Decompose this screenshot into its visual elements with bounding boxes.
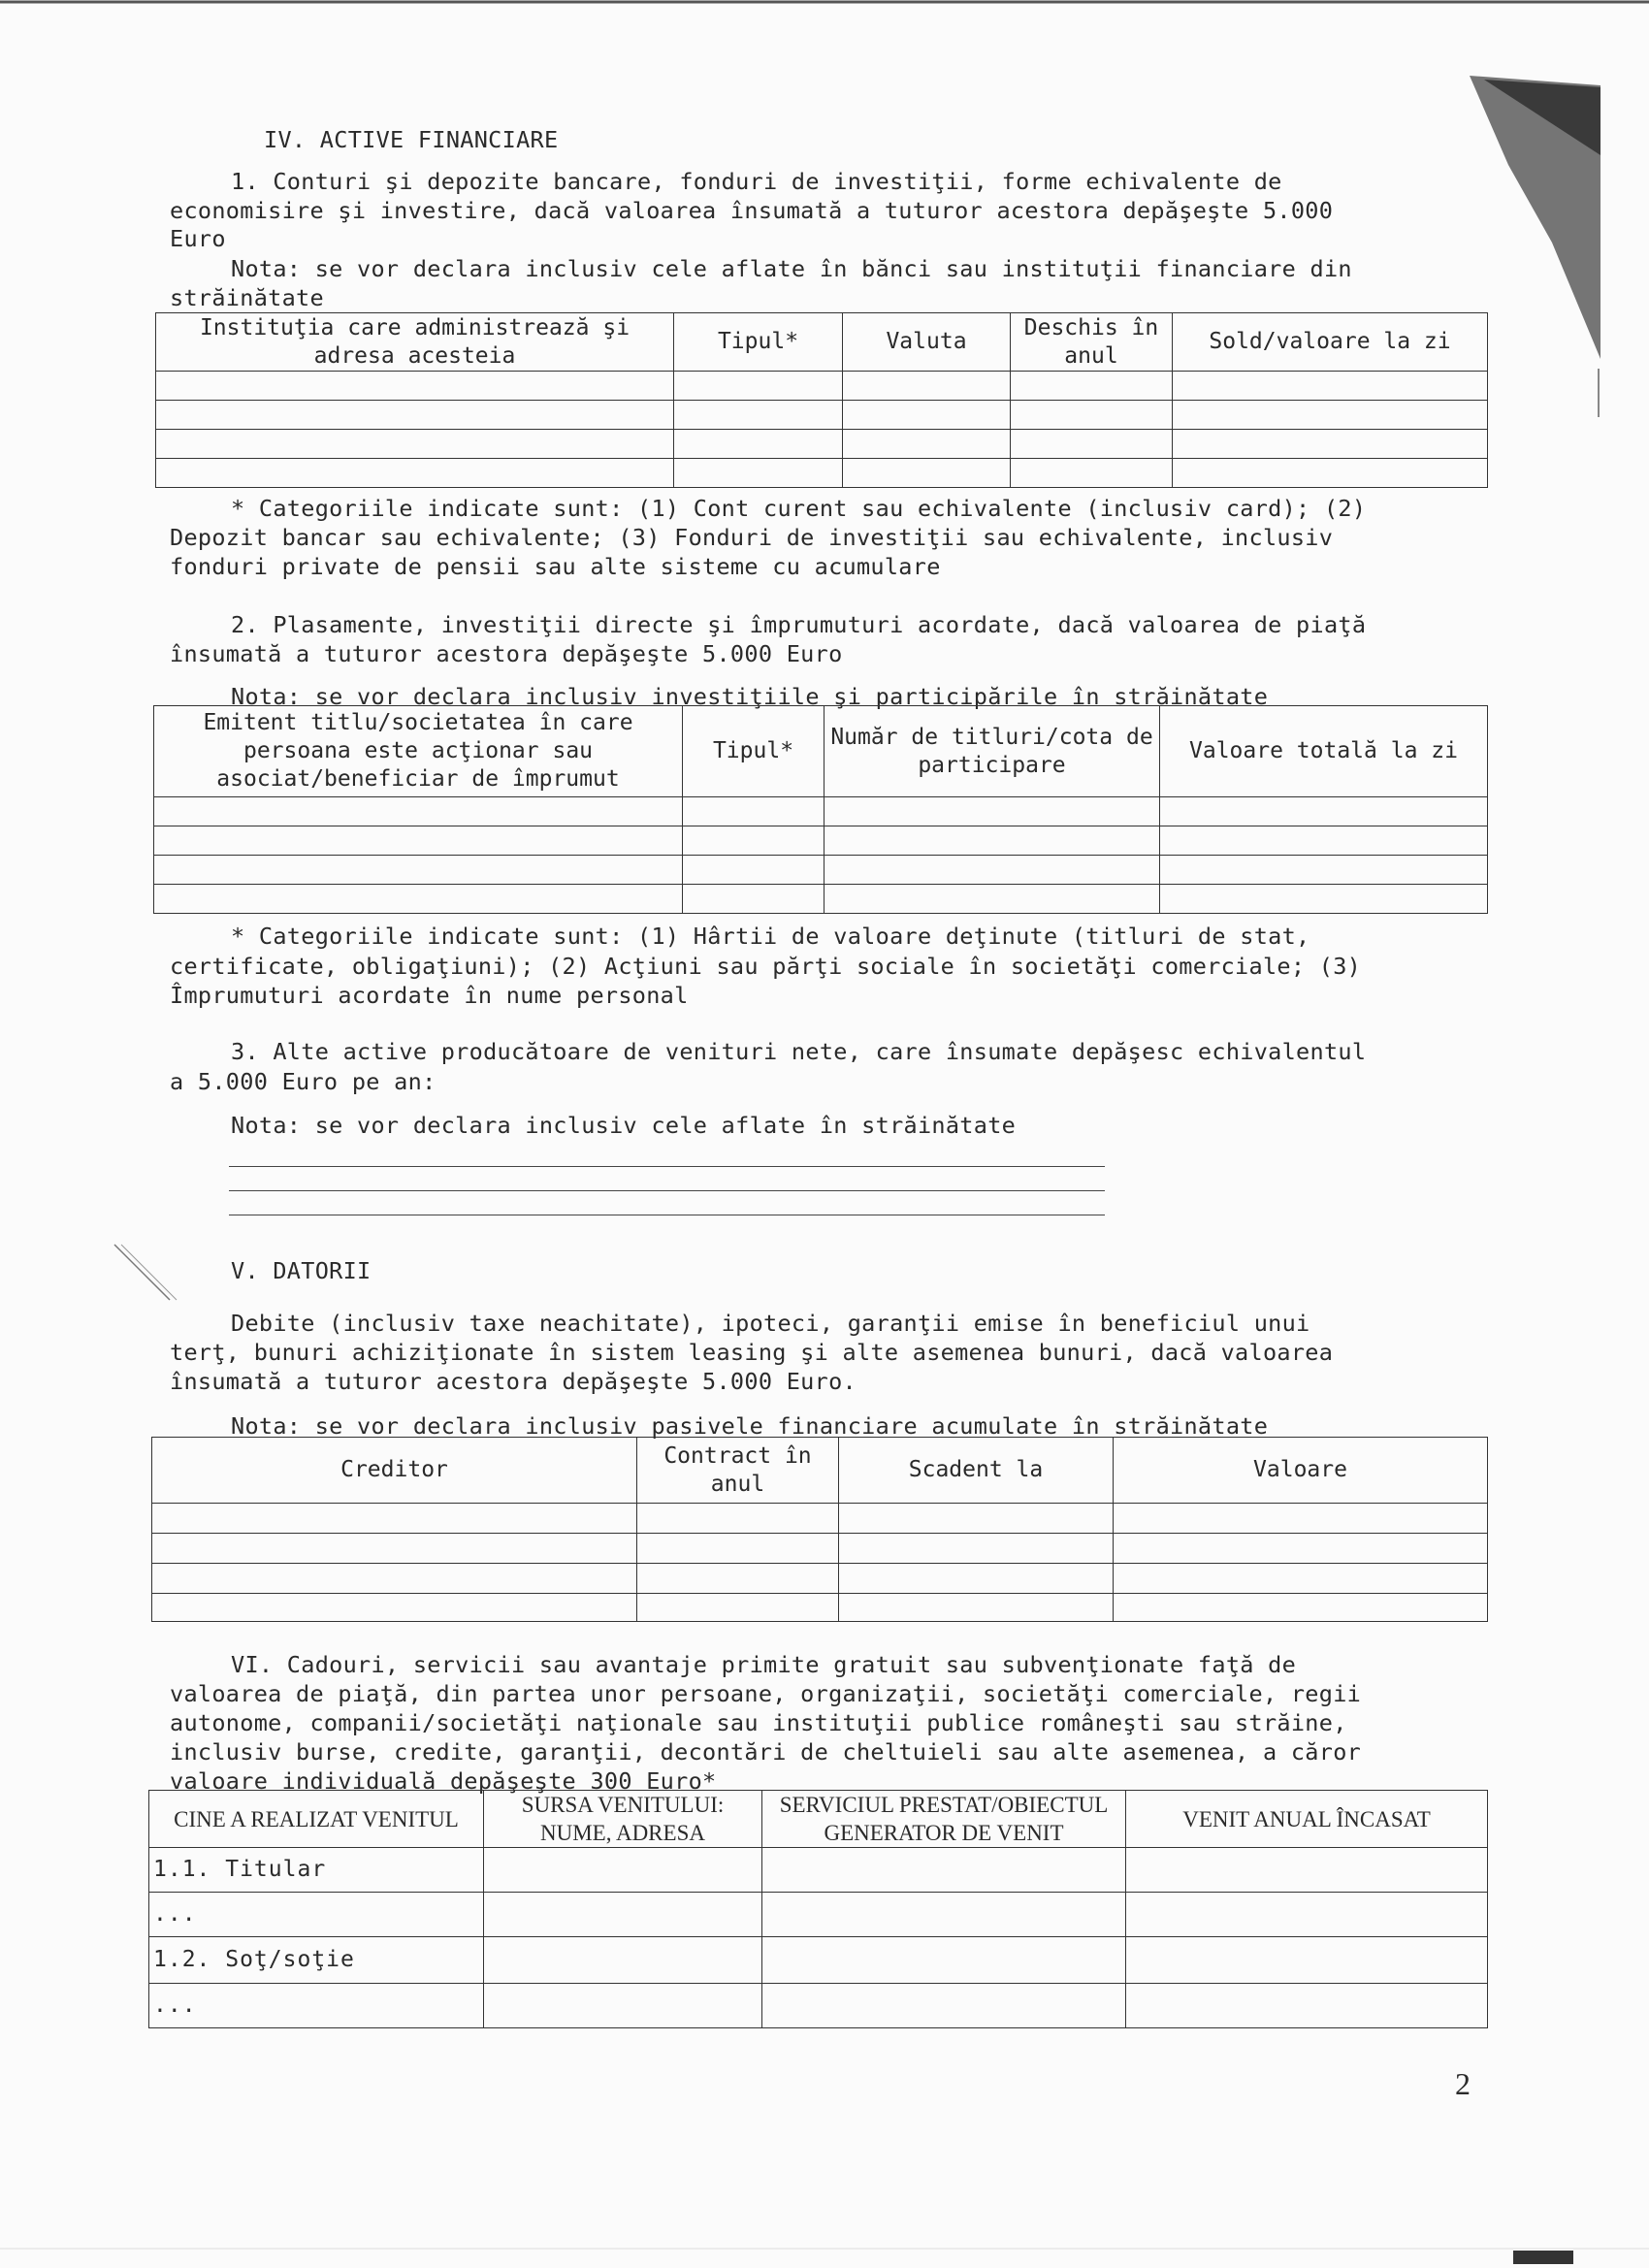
- col-type: Tipul*: [683, 706, 824, 797]
- p2-footnote-3: Împrumuturi acordate în nume personal: [170, 982, 689, 1009]
- col-service: SERVICIUL PRESTAT/OBIECTUL GENERATOR DE VENIT: [762, 1791, 1126, 1848]
- s6-line-4: inclusiv burse, credite, garanţii, decontări de cheltuieli sau alte asemenea, a căror: [170, 1738, 1362, 1766]
- row-label: ...: [149, 1893, 484, 1937]
- p1-footnote-2: Depozit bancar sau echivalente; (3) Fonduri de investiţii sau echivalente, inclusiv: [170, 524, 1334, 551]
- row-label: ...: [149, 1984, 484, 2028]
- col-type: Tipul*: [674, 313, 843, 372]
- p2-footnote-1: * Categoriile indicate sunt: (1) Hârtii de valoare deţinute (titluri de stat,: [231, 923, 1310, 950]
- s6-line-1: VI. Cadouri, servicii sau avantaje primite gratuit sau subvenţionate faţă de: [231, 1651, 1297, 1678]
- p1-footnote-3: fonduri private de pensii sau alte sisteme cu acumulare: [170, 553, 941, 580]
- page-number: 2: [1455, 2066, 1471, 2101]
- p1-line-3: Euro: [170, 225, 226, 252]
- p1-line-1: 1. Conturi şi depozite bancare, fonduri de investiţii, forme echivalente de: [231, 168, 1282, 195]
- col-contract-year: Contract în anul: [637, 1438, 839, 1504]
- section-iv-title: IV. ACTIVE FINANCIARE: [264, 126, 559, 153]
- col-total-value: Valoare totală la zi: [1160, 706, 1488, 797]
- row-label: 1.2. Soţ/soţie: [149, 1937, 484, 1984]
- p2-note: Nota: se vor declara inclusiv investiţiile şi participările în străinătate: [231, 683, 1269, 710]
- s6-line-2: valoarea de piaţă, din partea unor persoane, organizaţii, societăţi comerciale, regii: [170, 1680, 1362, 1707]
- col-value: Valoare: [1114, 1438, 1488, 1504]
- s6-line-3: autonome, companii/societăţi naţionale sau instituţii publice româneşti sau străine,: [170, 1709, 1347, 1736]
- s5-line-3: însumată a tuturor acestora depăşeşte 5.000 Euro.: [170, 1368, 857, 1395]
- p1-line-2: economisire şi investire, dacă valoarea însumată a tuturor acestora depăşeşte 5.000: [170, 197, 1334, 224]
- p1-note-line-2: străinătate: [170, 284, 324, 311]
- p1-note-line-1: Nota: se vor declara inclusiv cele aflate în bănci sau instituţii financiare din: [231, 255, 1352, 282]
- col-balance: Sold/valoare la zi: [1173, 313, 1488, 372]
- section-v-title: V. DATORII: [231, 1257, 372, 1284]
- col-source: SURSA VENITULUI: NUME, ADRESA: [484, 1791, 762, 1848]
- col-annual-income: VENIT ANUAL ÎNCASAT: [1126, 1791, 1488, 1848]
- col-currency: Valuta: [843, 313, 1011, 372]
- col-creditor: Creditor: [152, 1438, 637, 1504]
- p1-footnote-1: * Categoriile indicate sunt: (1) Cont curent sau echivalente (inclusiv card); (2): [231, 495, 1367, 522]
- row-label: 1.1. Titular: [149, 1848, 484, 1893]
- s5-line-1: Debite (inclusiv taxe neachitate), ipoteci, garanţii emise în beneficiul unui: [231, 1310, 1310, 1337]
- col-due-date: Scadent la: [839, 1438, 1114, 1504]
- col-shares: Număr de titluri/cota de participare: [824, 706, 1160, 797]
- p3-note: Nota: se vor declara inclusiv cele aflate în străinătate: [231, 1112, 1017, 1139]
- col-opened-year: Deschis în anul: [1011, 313, 1173, 372]
- s5-line-2: terţ, bunuri achiziţionate în sistem leasing şi alte asemenea bunuri, dacă valoarea: [170, 1339, 1334, 1366]
- p2-line-2: însumată a tuturor acestora depăşeşte 5.000 Euro: [170, 640, 843, 667]
- s5-note: Nota: se vor declara inclusiv pasivele financiare acumulate în străinătate: [231, 1412, 1269, 1440]
- col-who: CINE A REALIZAT VENITUL: [149, 1791, 484, 1848]
- p3-line-2: a 5.000 Euro pe an:: [170, 1068, 436, 1095]
- s6-line-5: valoare individuală depăşeşte 300 Euro*: [170, 1767, 717, 1795]
- col-issuer: Emitent titlu/societatea în care persoana este acţionar sau asociat/beneficiar de împrumut: [154, 706, 683, 797]
- p2-footnote-2: certificate, obligaţiuni); (2) Acţiuni sau părţi sociale în societăţi comerciale; (3): [170, 953, 1362, 980]
- p2-line-1: 2. Plasamente, investiţii directe şi împrumuturi acordate, dacă valoarea de piaţă: [231, 611, 1367, 638]
- col-institution: Instituţia care administrează şi adresa acesteia: [156, 313, 674, 372]
- p3-line-1: 3. Alte active producătoare de venituri nete, care însumate depăşesc echivalentul: [231, 1038, 1367, 1065]
